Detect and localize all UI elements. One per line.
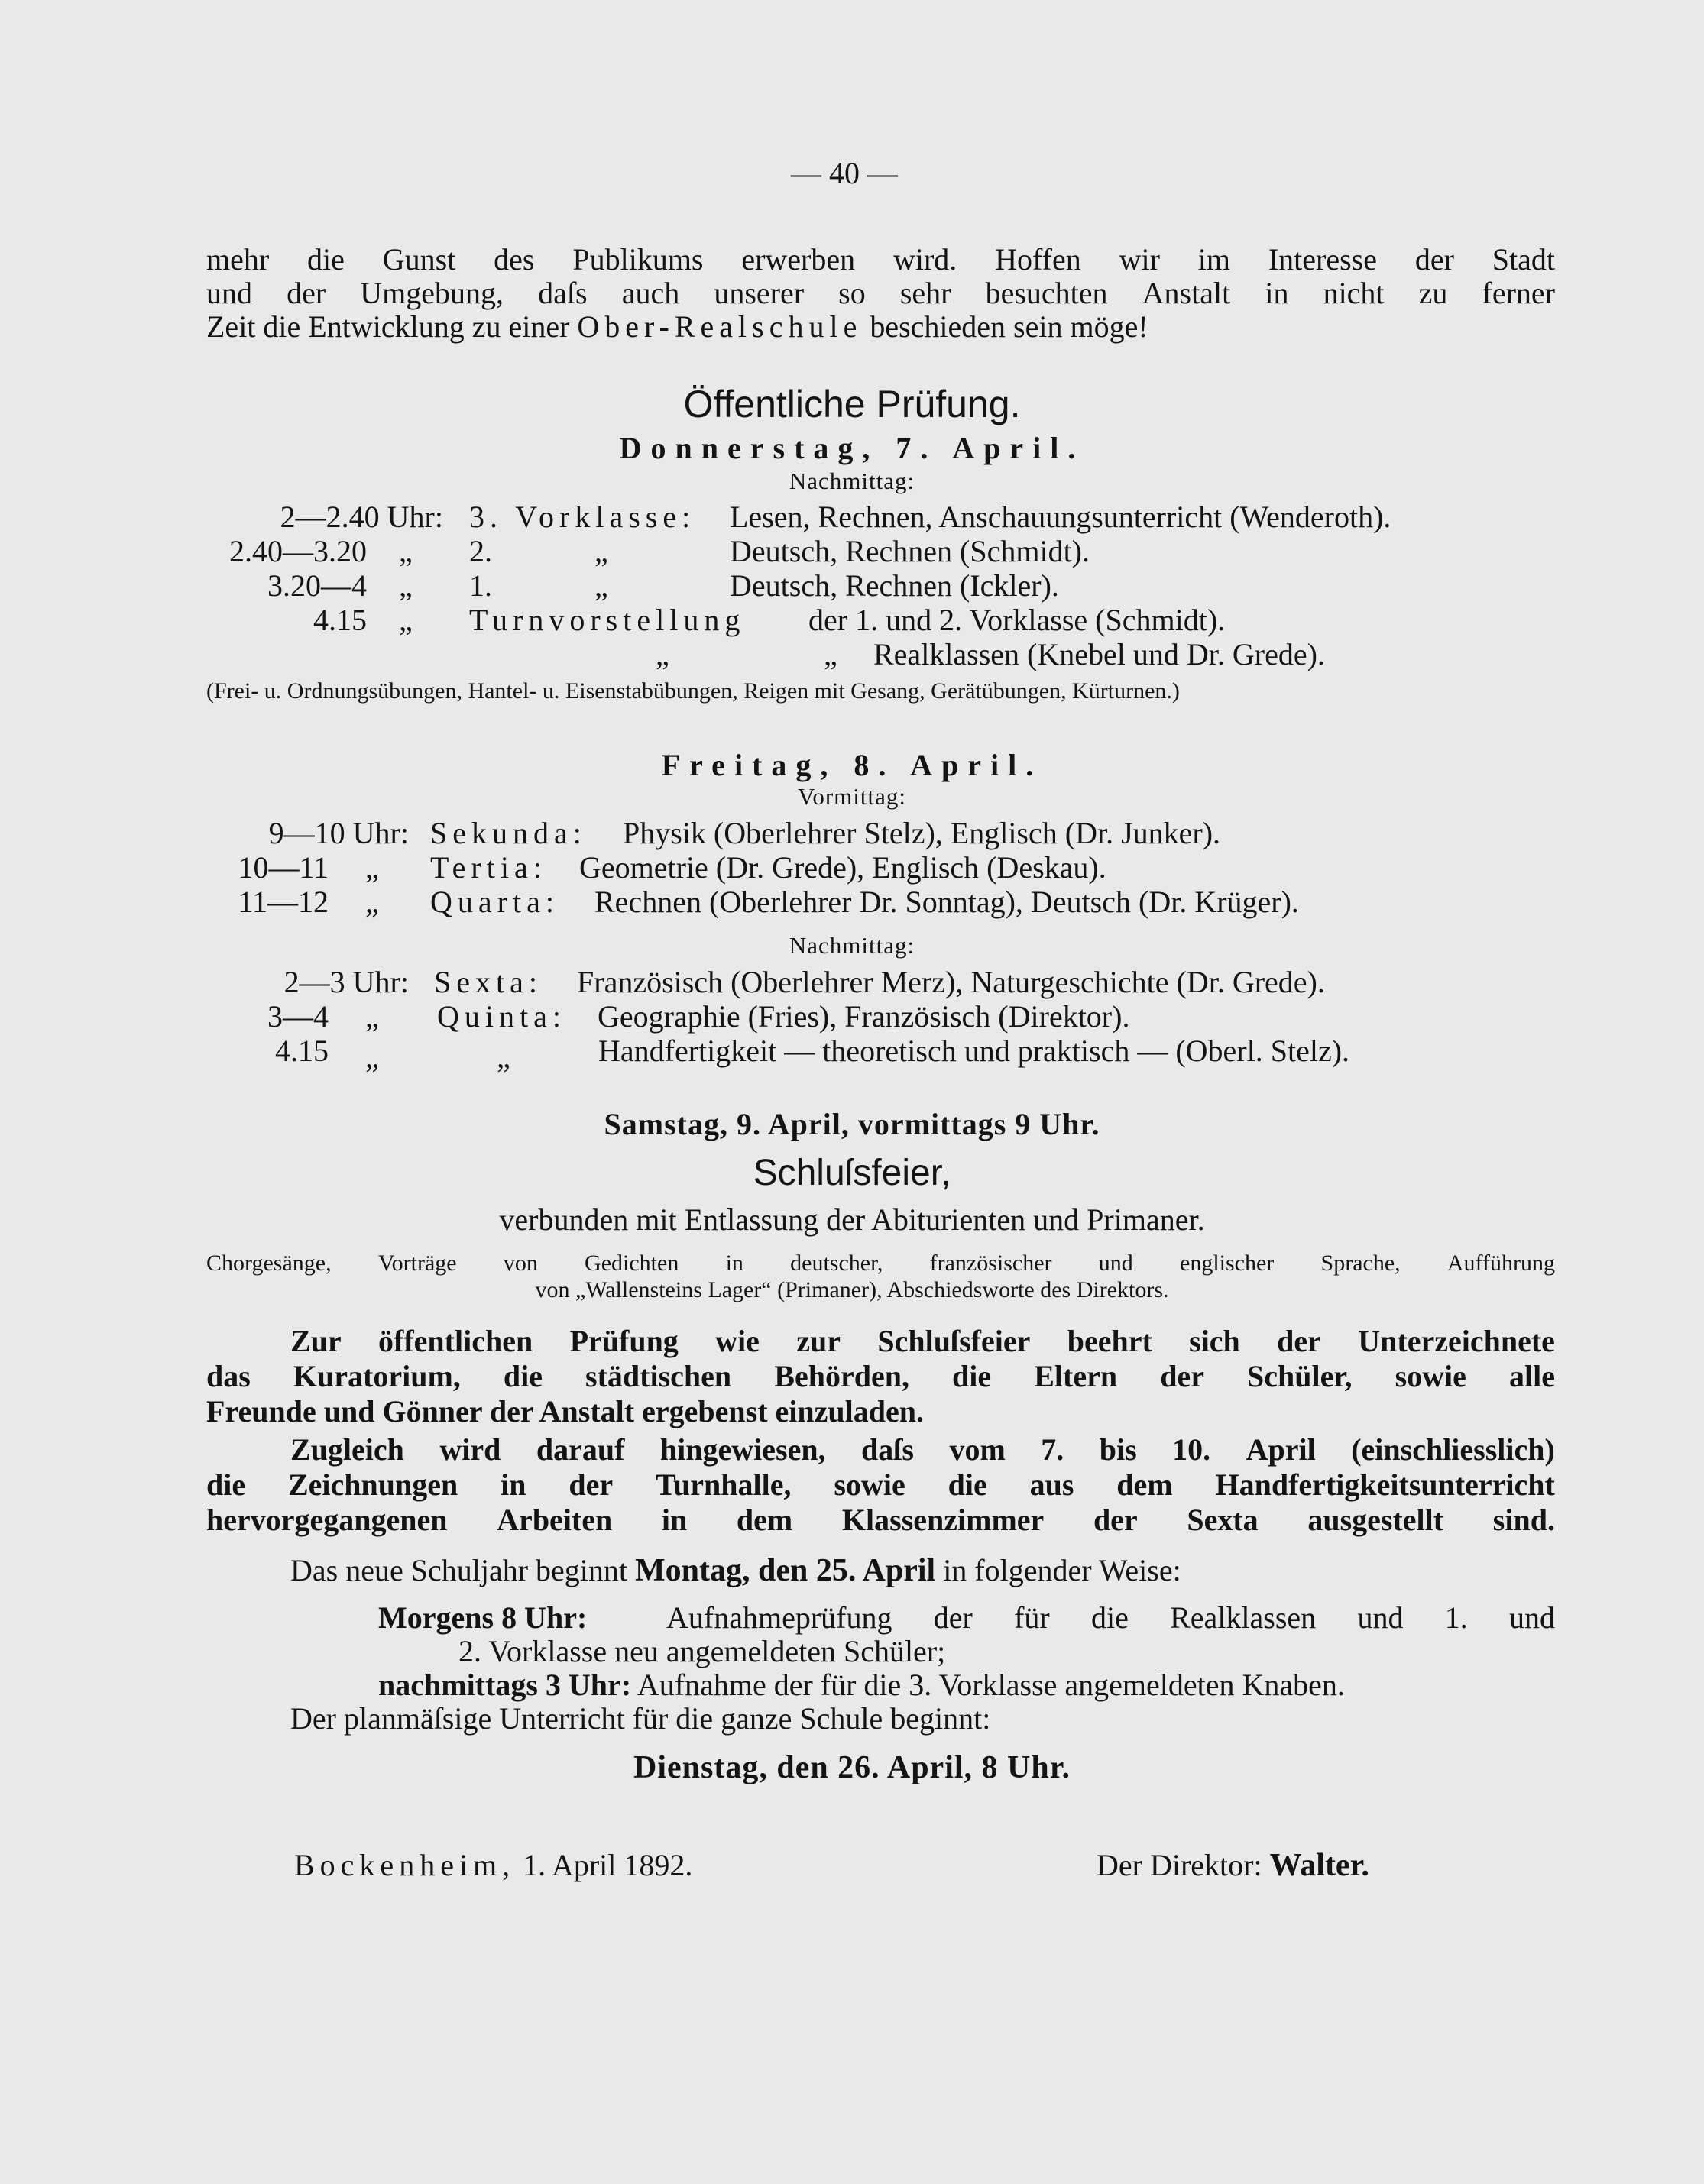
afternoon-entry	[378, 1668, 1345, 1702]
schlussfeier-subtitle: verbunden mit Entlassung der Abiturienten und Primaner.	[499, 1202, 1205, 1237]
word: aus	[1029, 1467, 1074, 1502]
schedule-class: 1.	[469, 568, 492, 603]
word: Unterzeichnete	[1358, 1324, 1555, 1358]
afternoon-text: Aufnahme der für die 3. Vorklasse angemeldeten Knaben.	[637, 1668, 1345, 1702]
word: Handfertigkeitsunterricht	[1215, 1467, 1555, 1502]
word: öffentlichen	[378, 1324, 533, 1358]
ditto-mark: „	[399, 568, 413, 603]
schedule-time: 2—2.40 Uhr:	[280, 500, 443, 534]
schedule-subject: der 1. und 2. Vorklasse (Schmidt).	[808, 603, 1226, 637]
word: Gedichten	[585, 1251, 679, 1276]
section-title-schlussfeier: Schluſsfeier,	[753, 1153, 951, 1193]
word: 10.	[1172, 1432, 1211, 1467]
word: und	[206, 276, 252, 310]
word: in	[725, 1251, 743, 1276]
schuljahr-text-end: in folgender Weise:	[943, 1553, 1181, 1587]
word: englischer	[1180, 1251, 1275, 1276]
schedule-subject: Französisch (Oberlehrer Merz), Naturgeschichte (Dr. Grede).	[577, 965, 1325, 999]
schedule-subject: Rechnen (Oberlehrer Dr. Sonntag), Deutsch (Dr. Krüger).	[594, 885, 1299, 919]
ditto-mark: „	[365, 999, 379, 1034]
word: 1.	[1444, 1600, 1468, 1635]
morning-label	[378, 1601, 587, 1635]
afternoon-time: nachmittags 3 Uhr:	[378, 1668, 632, 1702]
word: der	[1093, 1503, 1138, 1537]
word: der	[1414, 242, 1454, 277]
schedule-class: Quinta:	[437, 999, 566, 1034]
schedule-subject: Deutsch, Rechnen (Ickler).	[730, 568, 1059, 603]
ditto-mark: „	[365, 1040, 379, 1074]
schedule-time: 2.40—3.20	[229, 534, 367, 568]
signature-place-date	[294, 1849, 692, 1882]
word: die	[307, 242, 345, 277]
ditto-mark: „	[399, 603, 413, 637]
word: im	[1197, 242, 1230, 277]
ditto-mark: „	[399, 534, 413, 568]
program-line-2: von „Wallensteins Lager“ (Primaner), Abschiedsworte des Direktors.	[535, 1277, 1169, 1302]
word: 7.	[1041, 1432, 1064, 1467]
word: wird	[439, 1432, 501, 1467]
schedule-time: 4.15	[275, 1034, 329, 1068]
schedule-subject: Deutsch, Rechnen (Schmidt).	[730, 534, 1090, 568]
word: erwerben	[741, 242, 856, 277]
ditto-mark: „	[656, 637, 669, 671]
word: Klassenzimmer	[841, 1503, 1045, 1537]
intro-line-1	[206, 243, 1555, 277]
place: Bockenheim,	[294, 1848, 516, 1882]
word: Schüler,	[1247, 1359, 1353, 1393]
schedule-subject: Lesen, Rechnen, Anschauungsunterricht (Wenderoth).	[730, 500, 1391, 534]
word: sowie	[1395, 1359, 1466, 1393]
director-name: Walter.	[1269, 1848, 1369, 1883]
word: nicht	[1323, 276, 1385, 310]
word: Interesse	[1268, 242, 1377, 277]
word: Prüfung	[569, 1324, 679, 1358]
word: hingewiesen,	[659, 1432, 826, 1467]
word: dem	[736, 1503, 793, 1537]
word: und	[1098, 1251, 1133, 1276]
date: 1. April 1892.	[523, 1848, 693, 1882]
word: sowie	[834, 1467, 905, 1502]
schedule-time: 9—10 Uhr:	[268, 816, 409, 850]
word: in	[1265, 276, 1289, 310]
word: Turnhalle,	[656, 1467, 792, 1502]
word: Zugleich	[290, 1432, 404, 1467]
schedule-subject: Realklassen (Knebel und Dr. Grede).	[873, 637, 1325, 671]
signature-director	[1097, 1849, 1369, 1882]
word: in	[661, 1503, 688, 1537]
word: beehrt	[1067, 1324, 1152, 1358]
word: hervorgegangenen	[206, 1503, 448, 1537]
word: sind.	[1492, 1503, 1555, 1537]
word: die	[952, 1359, 992, 1393]
schedule-class: Sekunda:	[430, 816, 587, 850]
word: darauf	[536, 1432, 625, 1467]
schedule-subject: Handfertigkeit — theoretisch und praktisch — (Oberl. Stelz).	[598, 1034, 1350, 1068]
word: Vorträge	[377, 1251, 457, 1276]
word: mehr	[206, 242, 270, 277]
word: wir	[1119, 242, 1160, 277]
word: der	[933, 1600, 973, 1635]
schedule-time: 10—11	[238, 850, 329, 885]
word: besuchten	[985, 276, 1108, 310]
intro-line-2	[206, 277, 1555, 310]
schedule-class: Quarta:	[430, 885, 559, 919]
word: Publikums	[572, 242, 704, 277]
word: daſs	[538, 276, 588, 310]
word: dem	[1116, 1467, 1173, 1502]
word: Kuratorium,	[293, 1359, 461, 1393]
word: in	[501, 1467, 526, 1502]
start-date: Dienstag, den 26. April, 8 Uhr.	[633, 1750, 1071, 1785]
invitation-line-2	[206, 1358, 1555, 1394]
notice-line-1	[290, 1432, 1555, 1467]
word: der	[569, 1467, 614, 1502]
word: und	[1357, 1600, 1404, 1635]
word: städtischen	[585, 1359, 732, 1393]
heading-freitag: Freitag, 8. April.	[661, 748, 1043, 782]
word: sich	[1189, 1324, 1240, 1358]
plan-text: Der planmäſsige Unterricht für die ganze Schule beginnt:	[290, 1701, 991, 1736]
word: die	[206, 1467, 246, 1502]
word: April	[1246, 1432, 1316, 1467]
intro-line-3	[206, 310, 1148, 344]
ditto-mark: „	[497, 1040, 510, 1074]
word: die	[1090, 1600, 1129, 1635]
word: ferner	[1482, 276, 1555, 310]
word: sehr	[899, 276, 951, 310]
word: und	[1508, 1600, 1555, 1635]
ditto-mark: „	[365, 885, 379, 919]
word: Aufführung	[1446, 1251, 1555, 1276]
notice-line-3	[206, 1502, 1555, 1538]
word: Sexta	[1187, 1503, 1259, 1537]
word: französischer	[929, 1251, 1052, 1276]
notice-line-2	[206, 1467, 1555, 1503]
word: der	[1277, 1324, 1321, 1358]
word: unserer	[714, 276, 805, 310]
intro-text-end: beschieden sein möge!	[870, 309, 1148, 344]
intro-text: Zeit die Entwicklung zu einer	[206, 309, 570, 344]
schedule-class: 3. Vorklasse:	[469, 500, 696, 534]
word: daſs	[861, 1432, 914, 1467]
schedule-time: 11—12	[238, 885, 329, 919]
word: so	[838, 276, 866, 310]
word: der	[1160, 1359, 1204, 1393]
word: Schluſsfeier	[877, 1324, 1031, 1358]
schedule-subject: Geometrie (Dr. Grede), Englisch (Deskau).	[579, 850, 1106, 885]
turnen-note: (Frei- u. Ordnungsübungen, Hantel- u. Eisenstabübungen, Reigen mit Gesang, Gerätübungen, Kürturnen.)	[206, 678, 1180, 704]
word: Anstalt	[1142, 276, 1231, 310]
program-line-1	[206, 1251, 1555, 1276]
word: Eltern	[1034, 1359, 1118, 1393]
word: wie	[715, 1324, 760, 1358]
oberrealschule-term: Ober-Realschule	[577, 309, 863, 344]
word: Realklassen	[1170, 1600, 1317, 1635]
schedule-class: Sexta:	[434, 965, 543, 999]
schuljahr-date: Montag, den 25. April	[635, 1553, 936, 1588]
ditto-mark: „	[594, 534, 608, 568]
ditto-mark: „	[594, 568, 608, 603]
ditto-mark: „	[365, 850, 379, 885]
schedule-time: 4.15	[313, 603, 367, 637]
word: Sprache,	[1320, 1251, 1401, 1276]
word: die	[948, 1467, 987, 1502]
word: des	[494, 242, 535, 277]
word: bis	[1099, 1432, 1137, 1467]
word: der	[287, 276, 326, 310]
schedule-time: 2—3 Uhr:	[283, 965, 409, 999]
word: Chorgesänge,	[206, 1251, 332, 1276]
schedule-class: Turnvorstellung	[469, 603, 746, 637]
word: Gunst	[382, 242, 456, 277]
word: die	[503, 1359, 543, 1393]
invitation-line-1	[290, 1323, 1555, 1359]
word: (einschliesslich)	[1351, 1432, 1555, 1467]
invitation-line-3: Freunde und Gönner der Anstalt ergebenst einzuladen.	[206, 1394, 924, 1428]
session-label-nachmittag-2: Nachmittag:	[789, 932, 915, 959]
word: vom	[949, 1432, 1006, 1467]
word: Aufnahmeprüfung	[666, 1600, 892, 1635]
word: deutscher,	[790, 1251, 883, 1276]
schuljahr-text: Das neue Schuljahr beginnt	[290, 1553, 627, 1587]
word: ausgestellt	[1307, 1503, 1444, 1537]
schedule-subject: Geographie (Fries), Französisch (Direktor).	[598, 999, 1130, 1034]
morning-continuation: 2. Vorklasse neu angemeldeten Schüler;	[458, 1634, 946, 1668]
word: Zeichnungen	[288, 1467, 458, 1502]
schedule-class: 2.	[469, 534, 492, 568]
word: für	[1014, 1600, 1050, 1635]
session-label-nachmittag: Nachmittag:	[789, 468, 915, 494]
session-label-vormittag: Vormittag:	[797, 783, 907, 810]
schedule-class: Tertia:	[430, 850, 547, 885]
word: von	[503, 1251, 538, 1276]
morning-text	[666, 1601, 1555, 1635]
director-label: Der Direktor:	[1097, 1848, 1262, 1882]
word: Arbeiten	[497, 1503, 613, 1537]
word: Hoffen	[995, 242, 1081, 277]
word: zu	[1418, 276, 1448, 310]
word: wird.	[892, 242, 957, 277]
schedule-time: 3.20—4	[267, 568, 367, 603]
word: alle	[1508, 1359, 1555, 1393]
word: Behörden,	[774, 1359, 909, 1393]
word: Stadt	[1492, 242, 1555, 277]
schedule-time: 3—4	[267, 999, 329, 1034]
morning-time: Morgens 8 Uhr:	[378, 1600, 588, 1635]
heading-samstag: Samstag, 9. April, vormittags 9 Uhr.	[604, 1107, 1100, 1141]
heading-donnerstag: Donnerstag, 7. April.	[619, 431, 1085, 465]
page-number: — 40 —	[791, 156, 898, 190]
word: Zur	[290, 1324, 342, 1358]
word: Umgebung,	[360, 276, 504, 310]
section-title-pruefung: Öffentliche Prüfung.	[683, 383, 1021, 425]
word: das	[206, 1359, 251, 1393]
schuljahr-intro	[290, 1554, 1181, 1587]
schedule-subject: Physik (Oberlehrer Stelz), Englisch (Dr. Junker).	[623, 816, 1221, 850]
ditto-mark: „	[824, 637, 837, 671]
word: zur	[796, 1324, 841, 1358]
word: auch	[621, 276, 680, 310]
